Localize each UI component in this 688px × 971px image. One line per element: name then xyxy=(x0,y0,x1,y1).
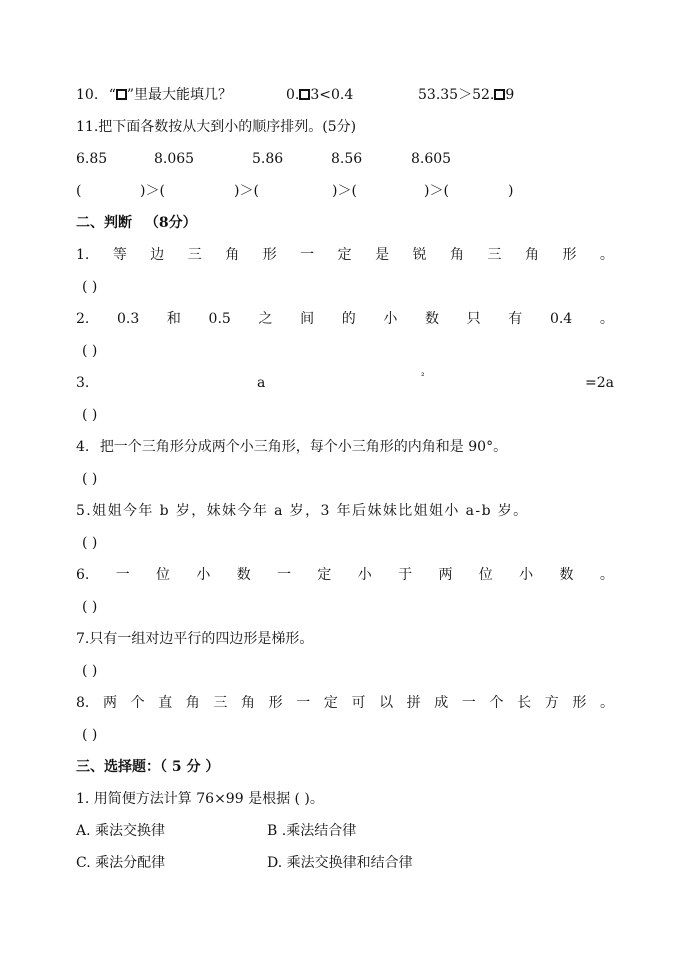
item-char: 锐 xyxy=(412,247,427,263)
option-c[interactable]: C. 乘法分配律 xyxy=(76,855,166,871)
item-char: 两 xyxy=(102,695,117,711)
section-2-score: （8分） xyxy=(144,215,197,231)
item-char: 角 xyxy=(450,247,465,263)
item-char: 定 xyxy=(317,567,332,583)
q11-number: 6.85 xyxy=(76,151,108,167)
item-number: 5. xyxy=(76,503,93,519)
option-b[interactable]: B .乘法结合律 xyxy=(267,823,357,839)
item-char: 一 xyxy=(300,247,315,263)
answer-blank[interactable]: ( ) xyxy=(82,471,98,487)
answer-blank[interactable]: ( ) xyxy=(82,279,98,295)
item-char: 以 xyxy=(379,695,394,711)
judge-answer-8[interactable] xyxy=(82,724,612,746)
judge-item-6 xyxy=(76,564,614,586)
item-char: 。 xyxy=(599,311,614,327)
item-char: 有 xyxy=(508,311,523,327)
judge-item-1 xyxy=(76,244,614,266)
item-char: ² xyxy=(421,372,425,382)
item-char: =2a xyxy=(585,375,614,391)
item-text: 只有一组对边平行的四边形是梯形。 xyxy=(89,631,314,647)
judge-item-3 xyxy=(76,372,614,394)
item-char: 形 xyxy=(262,247,277,263)
q10-expr1-right: 3<0.4 xyxy=(310,87,354,103)
judge-answer-7[interactable] xyxy=(82,660,612,682)
item-char: 一 xyxy=(461,695,476,711)
item-char: 角 xyxy=(225,247,240,263)
item-char: 数 xyxy=(236,567,251,583)
section-2-heading: 二、判断 xyxy=(76,215,132,231)
item-text: 把一个三角形分成两个小三角形，每个小三角形的内角和是 90°。 xyxy=(99,439,508,455)
item-char: a xyxy=(257,375,266,391)
box-icon xyxy=(494,89,505,100)
judge-answer-2[interactable] xyxy=(82,340,612,362)
q10-expr1-left: 0. xyxy=(286,87,300,103)
judge-answer-4[interactable] xyxy=(82,468,612,490)
item-char: 数 xyxy=(559,567,574,583)
item-char: 角 xyxy=(241,695,256,711)
item-char: 方 xyxy=(544,695,559,711)
item-char: 成 xyxy=(434,695,449,711)
choice-question-text: 1. 用简便方法计算 76×99 是根据 ( )。 xyxy=(76,791,324,807)
q11-blank: )＞( xyxy=(234,183,259,199)
item-char: 小 xyxy=(519,567,534,583)
item-char: 。 xyxy=(599,247,614,263)
option-a[interactable]: A. 乘法交换律 xyxy=(76,823,166,839)
answer-blank[interactable]: ( ) xyxy=(82,727,98,743)
item-text: 姐姐今年 b 岁，妹妹今年 a 岁，3 年后妹妹比姐姐小 a-b 岁。 xyxy=(92,503,529,519)
item-char: 间 xyxy=(300,311,315,327)
item-char: 两 xyxy=(438,567,453,583)
answer-blank[interactable]: ( ) xyxy=(82,343,98,359)
item-number: 6. xyxy=(76,567,90,583)
q10-expr2-right: 9 xyxy=(505,87,515,103)
item-char: 等 xyxy=(112,247,127,263)
q11-numbers xyxy=(76,148,612,170)
choice-options-row-2 xyxy=(76,852,612,874)
item-number: 1. xyxy=(76,247,90,263)
judge-answer-3[interactable] xyxy=(82,404,612,426)
q11-answer-blanks xyxy=(76,180,612,202)
item-number: 8. xyxy=(76,695,90,711)
choice-question-1 xyxy=(76,788,612,810)
item-char: 一 xyxy=(277,567,292,583)
item-char: 小 xyxy=(196,567,211,583)
judge-item-8 xyxy=(76,692,614,714)
answer-blank[interactable]: ( ) xyxy=(82,599,98,615)
q11-blank: ( xyxy=(76,183,82,199)
item-number: 7. xyxy=(76,631,90,647)
item-char: 形 xyxy=(268,695,283,711)
item-char: 。 xyxy=(599,695,614,711)
item-char: 三 xyxy=(187,247,202,263)
box-icon xyxy=(116,89,127,100)
item-char: 定 xyxy=(323,695,338,711)
item-char: 是 xyxy=(375,247,390,263)
answer-blank[interactable]: ( ) xyxy=(82,535,98,551)
q11-text: 11.把下面各数按从大到小的顺序排列。(5分) xyxy=(76,119,357,135)
q11-blank: )＞( xyxy=(140,183,165,199)
item-char: 角 xyxy=(185,695,200,711)
item-char: 小 xyxy=(383,311,398,327)
judge-answer-6[interactable] xyxy=(82,596,612,618)
q10-quote-open: “ xyxy=(108,87,116,103)
question-11 xyxy=(76,116,612,138)
q11-blank: )＞( xyxy=(424,183,449,199)
box-icon xyxy=(299,89,310,100)
q11-number: 8.56 xyxy=(331,151,363,167)
item-char: 之 xyxy=(258,311,273,327)
judge-item-4 xyxy=(76,436,612,458)
item-char: 个 xyxy=(489,695,504,711)
item-char: 0.4 xyxy=(549,311,573,327)
item-char: 个 xyxy=(130,695,145,711)
item-number: 2. xyxy=(76,311,90,327)
judge-item-2 xyxy=(76,308,614,330)
answer-blank[interactable]: ( ) xyxy=(82,407,98,423)
q10-number: 10. xyxy=(76,87,99,103)
q11-blank: ) xyxy=(508,183,514,199)
item-char: 角 xyxy=(524,247,539,263)
item-char: 一 xyxy=(115,567,130,583)
item-char: 和 xyxy=(166,311,181,327)
item-char: 0.5 xyxy=(208,311,231,327)
item-char: 。 xyxy=(599,567,614,583)
item-char: 直 xyxy=(158,695,173,711)
judge-answer-1[interactable] xyxy=(82,276,612,298)
q11-number: 8.605 xyxy=(411,151,452,167)
item-char: 位 xyxy=(478,567,493,583)
q11-number: 8.065 xyxy=(154,151,195,167)
item-char: 小 xyxy=(357,567,372,583)
item-char: 只 xyxy=(466,311,481,327)
item-number: 4. xyxy=(76,439,90,455)
question-10 xyxy=(76,84,612,106)
item-char: 一 xyxy=(296,695,311,711)
judge-item-5 xyxy=(76,500,612,522)
item-char: 的 xyxy=(341,311,356,327)
choice-options-row-1 xyxy=(76,820,612,842)
item-number: 3. xyxy=(76,375,90,391)
section-2-title xyxy=(76,212,612,234)
item-char: 三 xyxy=(487,247,502,263)
item-char: 位 xyxy=(156,567,171,583)
judge-item-7 xyxy=(76,628,612,650)
item-char: 可 xyxy=(351,695,366,711)
q11-number: 5.86 xyxy=(252,151,284,167)
item-char: 于 xyxy=(398,567,413,583)
answer-blank[interactable]: ( ) xyxy=(82,663,98,679)
item-char: 边 xyxy=(150,247,165,263)
item-char: 拼 xyxy=(406,695,421,711)
q11-blank: )＞( xyxy=(332,183,357,199)
option-d[interactable]: D. 乘法交换律和结合律 xyxy=(267,855,413,871)
q10-text: ”里最大能填几？ xyxy=(126,87,233,103)
section-3-title xyxy=(76,756,612,778)
judge-answer-5[interactable] xyxy=(82,532,612,554)
item-char: 定 xyxy=(337,247,352,263)
q10-expr2-left: 53.35＞52. xyxy=(418,87,495,103)
item-char: 形 xyxy=(562,247,577,263)
item-char: 数 xyxy=(425,311,440,327)
item-char: 长 xyxy=(517,695,532,711)
item-char: 0.3 xyxy=(117,311,140,327)
item-char: 三 xyxy=(213,695,228,711)
section-3-heading: 三、选择题：（ 5 分 ） xyxy=(76,759,220,775)
item-char: 形 xyxy=(572,695,587,711)
